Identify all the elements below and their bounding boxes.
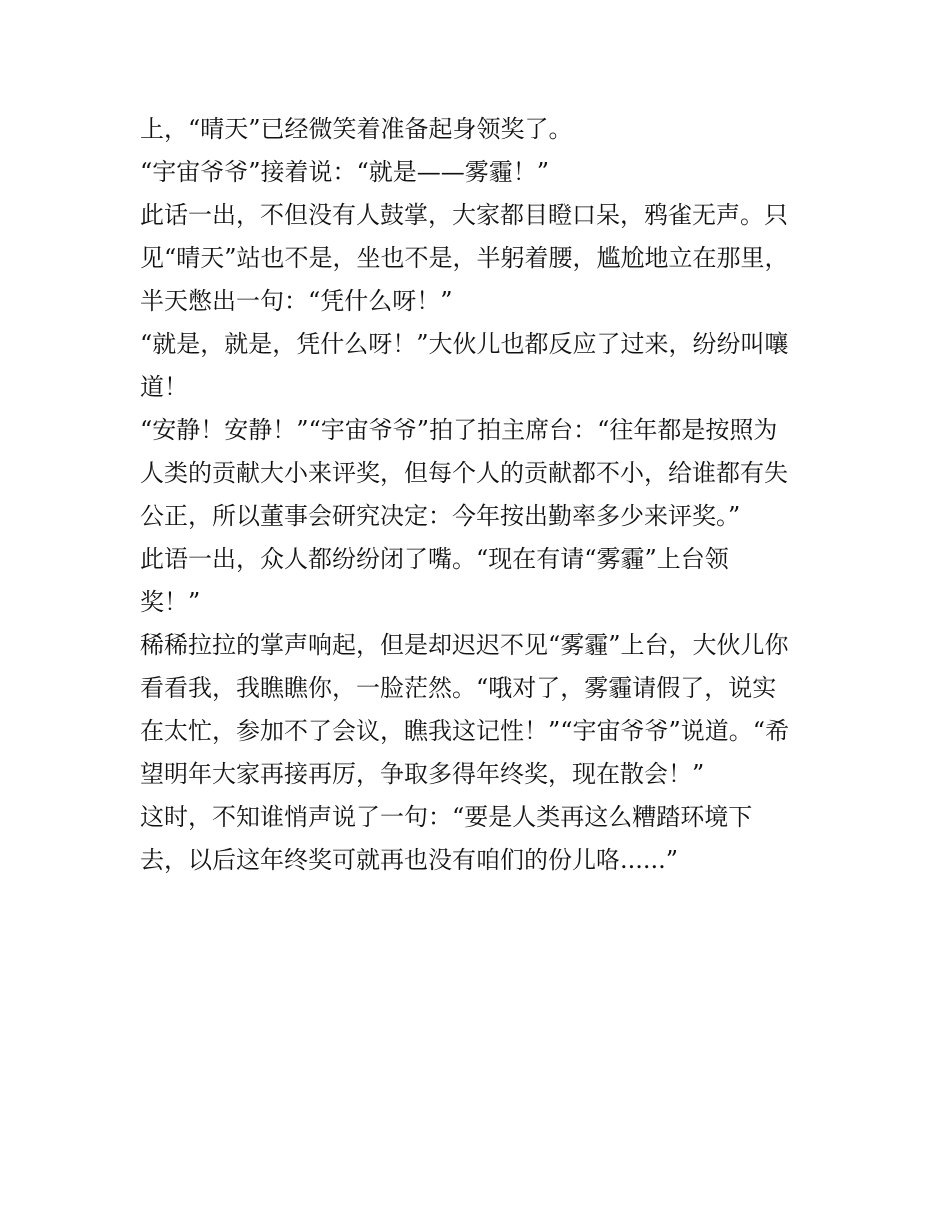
text-line: 上，“晴天”已经微笑着准备起身领奖了。 — [140, 115, 573, 143]
text-line: “安静！安静！”“宇宙爷爷”拍了拍主席台：“往年都是按照为 — [140, 416, 778, 444]
text-line: 在太忙，参加不了会议，瞧我这记性！”“宇宙爷爷”说道。“希 — [140, 717, 790, 745]
text-line: 半天憋出一句：“凭什么呀！” — [140, 287, 453, 315]
text-line: 望明年大家再接再厉，争取多得年终奖，现在散会！” — [140, 760, 705, 788]
text-line: 这时，不知谁悄声说了一句：“要是人类再这么糟踏环境下 — [140, 803, 753, 831]
text-line: 人类的贡献大小来评奖，但每个人的贡献都不小，给谁都有失 — [140, 459, 788, 487]
text-line: 此话一出，不但没有人鼓掌，大家都目瞪口呆，鸦雀无声。只 — [140, 201, 788, 229]
text-line: 稀稀拉拉的掌声响起，但是却迟迟不见“雾霾”上台，大伙儿你 — [140, 631, 789, 659]
text-line: 公正，所以董事会研究决定：今年按出勤率多少来评奖。” — [140, 502, 741, 530]
text-line: 道！ — [140, 373, 188, 401]
text-line: 看看我，我瞧瞧你，一脸茫然。“哦对了，雾霾请假了，说实 — [140, 674, 777, 702]
story-text — [140, 108, 820, 882]
text-line: 奖！” — [140, 588, 201, 616]
text-line: 去，以后这年终奖可就再也没有咱们的份儿咯......” — [140, 846, 679, 874]
text-line: 见“晴天”站也不是，坐也不是，半躬着腰，尴尬地立在那里， — [140, 244, 789, 272]
text-line: “就是，就是，凭什么呀！”大伙儿也都反应了过来，纷纷叫嚷 — [140, 330, 789, 358]
text-line: “宇宙爷爷”接着说：“就是——雾霾！” — [140, 158, 550, 186]
text-line: 此语一出，众人都纷纷闭了嘴。“现在有请“雾霾”上台领 — [140, 545, 729, 573]
